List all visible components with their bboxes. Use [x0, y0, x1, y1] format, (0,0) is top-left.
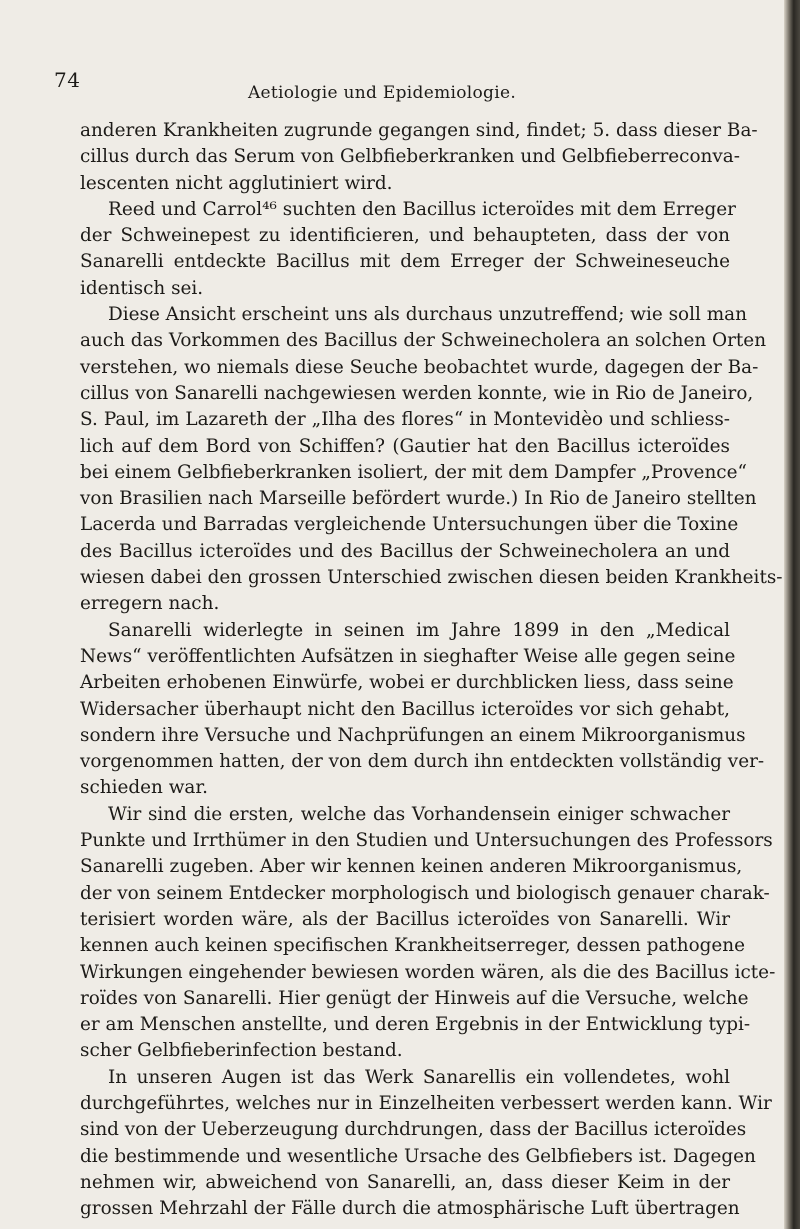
text-line: bei einem Gelbfieberkranken isoliert, der mit dem Dampfer „Provence“ [80, 461, 747, 483]
text-line: Diese Ansicht erscheint uns als durchaus unzutreffend; wie soll man [108, 304, 747, 326]
text-line: von Brasilien nach Marseille befördert wurde.) In Rio de Janeiro stellten [80, 488, 757, 510]
text-line: News“ veröffentlichten Aufsätzen in sieghafter Weise alle gegen seine [80, 645, 736, 667]
text-line: Arbeiten erhobenen Einwürfe, wobei er durchblicken liess, dass seine [80, 672, 734, 694]
page-edge-shadow [784, 0, 800, 1229]
text-line: sondern ihre Versuche und Nachprüfungen an einem Mikroorganismus [80, 724, 746, 746]
text-line: scher Gelbfieberinfection bestand. [80, 1040, 403, 1062]
text-line: terisiert worden wäre, als der Bacillus icteroïdes von Sanarelli. Wir [80, 908, 730, 930]
text-line: Lacerda und Barradas vergleichende Untersuchungen über die Toxine [80, 514, 739, 536]
text-line: lescenten nicht agglutiniert wird. [80, 172, 393, 194]
text-line: Punkte und Irrthümer in den Studien und Untersuchungen des Professors [80, 830, 773, 852]
text-line: S. Paul, im Lazareth der „Ilha des flores“ in Montevidèo und schliess- [80, 409, 730, 431]
text-line: erregern nach. [80, 593, 220, 615]
text-line: Wirkungen eingehender bewiesen worden wären, als die des Bacillus icte- [80, 961, 776, 983]
page-number: 74 [54, 68, 81, 92]
text-line: der von seinem Entdecker morphologisch und biologisch genauer charak- [80, 882, 770, 904]
text-line: identisch sei. [80, 277, 204, 299]
text-line: vorgenommen hatten, der von dem durch ihn entdeckten vollständig ver- [80, 751, 765, 773]
text-line: Widersacher überhaupt nicht den Bacillus icteroïdes vor sich gehabt, [80, 698, 730, 720]
text-line: anderen Krankheiten zugrunde gegangen sind, findet; 5. dass dieser Ba- [80, 120, 758, 141]
text-line: cillus durch das Serum von Gelbfieberkranken und Gelbfieberreconva- [80, 146, 740, 168]
text-line: wiesen dabei den grossen Unterschied zwischen diesen beiden Krankheits- [80, 567, 783, 589]
text-line: Reed und Carrol⁴⁶ suchten den Bacillus icteroïdes mit dem Erreger [108, 198, 736, 220]
text-line: durchgeführtes, welches nur in Einzelheiten verbessert werden kann. Wir [80, 1092, 772, 1114]
text-line: er am Menschen anstellte, und deren Ergebnis in der Entwicklung typi- [80, 1014, 751, 1036]
text-line: Sanarelli widerlegte in seinen im Jahre 1899 in den „Medical [108, 619, 730, 641]
text-line: auch das Vorkommen des Bacillus der Schweinecholera an solchen Orten [80, 330, 767, 352]
body-text [80, 118, 783, 1222]
text-line: verstehen, wo niemals diese Seuche beobachtet wurde, dagegen der Ba- [80, 356, 759, 378]
text-line: nehmen wir, abweichend von Sanarelli, an, dass dieser Keim in der [80, 1171, 730, 1193]
text-line: Sanarelli entdeckte Bacillus mit dem Erreger der Schweineseuche [80, 251, 730, 273]
text-line: Sanarelli zugeben. Aber wir kennen keinen anderen Mikroorganismus, [80, 856, 743, 878]
text-line: sind von der Ueberzeugung durchdrungen, dass der Bacillus icteroïdes [80, 1119, 747, 1141]
text-line: lich auf dem Bord von Schiffen? (Gautier hat den Bacillus icteroïdes [80, 435, 730, 457]
text-line: cillus von Sanarelli nachgewiesen werden konnte, wie in Rio de Janeiro, [80, 382, 754, 404]
text-line: kennen auch keinen specifischen Krankheitserreger, dessen pathogene [80, 935, 746, 957]
text-line: der Schweinepest zu identificieren, und behaupteten, dass der von [80, 225, 730, 247]
text-line: grossen Mehrzahl der Fälle durch die atmosphärische Luft übertragen [80, 1198, 740, 1220]
text-line: Wir sind die ersten, welche das Vorhandensein einiger schwacher [108, 803, 730, 825]
running-title: Aetiologie und Epidemiologie. [247, 83, 517, 103]
text-line: die bestimmende und wesentliche Ursache des Gelbfiebers ist. Dagegen [80, 1145, 756, 1167]
text-line: des Bacillus icteroïdes und des Bacillus der Schweinecholera an und [80, 540, 730, 562]
text-line: roïdes von Sanarelli. Hier genügt der Hinweis auf die Versuche, welche [80, 987, 749, 1009]
text-line: schieden war. [80, 777, 209, 799]
text-line: In unseren Augen ist das Werk Sanarellis ein vollendetes, wohl [108, 1066, 730, 1088]
